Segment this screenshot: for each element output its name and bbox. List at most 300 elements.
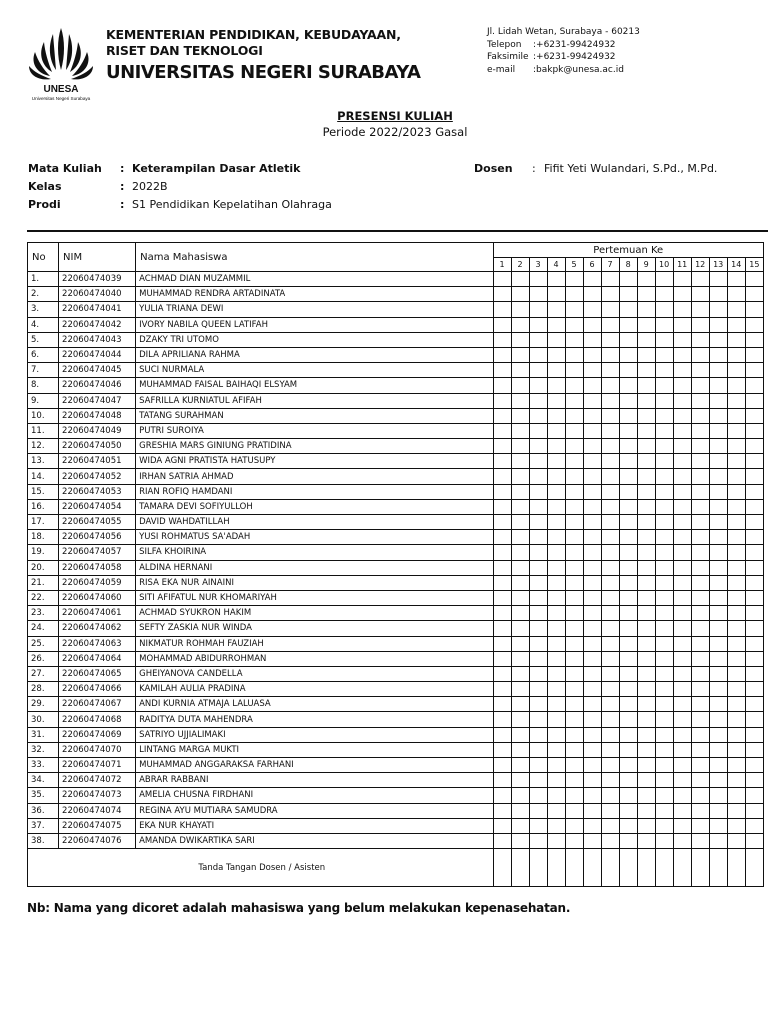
attendance-cell bbox=[511, 773, 529, 788]
attendance-cell bbox=[691, 590, 709, 605]
attendance-cell bbox=[547, 439, 565, 454]
address: Jl. Lidah Wetan, Surabaya - 60213 bbox=[487, 27, 640, 37]
row-nim: 22060474061 bbox=[59, 606, 136, 621]
attendance-cell bbox=[655, 651, 673, 666]
table-row bbox=[28, 378, 764, 393]
attendance-cell bbox=[745, 833, 763, 848]
attendance-cell bbox=[565, 287, 583, 302]
attendance-cell bbox=[565, 758, 583, 773]
attendance-cell bbox=[637, 423, 655, 438]
attendance-cell bbox=[583, 575, 601, 590]
attendance-cell bbox=[565, 742, 583, 757]
attendance-cell bbox=[529, 378, 547, 393]
attendance-cell bbox=[673, 727, 691, 742]
table-row bbox=[28, 666, 764, 681]
attendance-cell bbox=[583, 408, 601, 423]
attendance-cell bbox=[673, 590, 691, 605]
attendance-cell bbox=[529, 773, 547, 788]
attendance-cell bbox=[691, 682, 709, 697]
attendance-cell bbox=[691, 727, 709, 742]
table-row bbox=[28, 833, 764, 848]
attendance-cell bbox=[547, 742, 565, 757]
attendance-cell bbox=[601, 545, 619, 560]
attendance-cell bbox=[655, 758, 673, 773]
attendance-cell bbox=[727, 423, 745, 438]
attendance-cell bbox=[655, 773, 673, 788]
row-nama: MUHAMMAD FAISAL BAIHAQI ELSYAM bbox=[136, 378, 493, 393]
attendance-cell bbox=[547, 606, 565, 621]
row-nim: 22060474072 bbox=[59, 773, 136, 788]
attendance-cell bbox=[709, 727, 727, 742]
attendance-cell bbox=[655, 484, 673, 499]
attendance-cell bbox=[511, 590, 529, 605]
attendance-cell bbox=[565, 560, 583, 575]
attendance-cell bbox=[547, 590, 565, 605]
signature-row bbox=[28, 849, 764, 887]
attendance-cell bbox=[673, 545, 691, 560]
footnote: Nb: Nama yang dicoret adalah mahasiswa yang belum melakukan kepenasehatan. bbox=[27, 901, 571, 915]
row-nama: YULIA TRIANA DEWI bbox=[136, 302, 493, 317]
signature-cell bbox=[745, 849, 763, 887]
attendance-cell bbox=[547, 560, 565, 575]
signature-cell bbox=[691, 849, 709, 887]
row-no: 5. bbox=[28, 332, 59, 347]
attendance-cell bbox=[673, 423, 691, 438]
attendance-cell bbox=[619, 788, 637, 803]
header-no: No bbox=[28, 243, 59, 272]
row-nama: YUSI ROHMATUS SA'ADAH bbox=[136, 530, 493, 545]
attendance-cell bbox=[601, 317, 619, 332]
row-no: 33. bbox=[28, 758, 59, 773]
attendance-cell bbox=[655, 499, 673, 514]
attendance-cell bbox=[637, 682, 655, 697]
row-nim: 22060474075 bbox=[59, 818, 136, 833]
attendance-cell bbox=[709, 469, 727, 484]
attendance-cell bbox=[601, 773, 619, 788]
attendance-cell bbox=[673, 302, 691, 317]
signature-cell bbox=[709, 849, 727, 887]
attendance-cell bbox=[511, 818, 529, 833]
attendance-cell bbox=[691, 530, 709, 545]
attendance-cell bbox=[601, 712, 619, 727]
attendance-cell bbox=[655, 408, 673, 423]
meeting-number: 13 bbox=[709, 258, 727, 272]
header-nim: NIM bbox=[59, 243, 136, 272]
attendance-cell bbox=[745, 621, 763, 636]
attendance-cell bbox=[547, 515, 565, 530]
attendance-cell bbox=[637, 347, 655, 362]
signature-cell bbox=[619, 849, 637, 887]
attendance-cell bbox=[637, 469, 655, 484]
attendance-cell bbox=[727, 393, 745, 408]
row-nim: 22060474076 bbox=[59, 833, 136, 848]
attendance-cell bbox=[601, 833, 619, 848]
faksimile-value: :+6231-99424932 bbox=[533, 52, 616, 62]
attendance-cell bbox=[691, 560, 709, 575]
attendance-cell bbox=[655, 454, 673, 469]
attendance-cell bbox=[655, 347, 673, 362]
attendance-cell bbox=[745, 408, 763, 423]
row-no: 25. bbox=[28, 636, 59, 651]
attendance-cell bbox=[511, 515, 529, 530]
row-nim: 22060474054 bbox=[59, 499, 136, 514]
attendance-cell bbox=[637, 363, 655, 378]
attendance-cell bbox=[727, 682, 745, 697]
attendance-cell bbox=[691, 833, 709, 848]
attendance-cell bbox=[727, 363, 745, 378]
attendance-cell bbox=[493, 378, 511, 393]
attendance-cell bbox=[673, 742, 691, 757]
attendance-cell bbox=[637, 439, 655, 454]
attendance-cell bbox=[619, 439, 637, 454]
row-nama: EKA NUR KHAYATI bbox=[136, 818, 493, 833]
student-rows bbox=[28, 272, 764, 887]
attendance-cell bbox=[673, 636, 691, 651]
attendance-cell bbox=[493, 393, 511, 408]
attendance-cell bbox=[601, 606, 619, 621]
attendance-cell bbox=[709, 423, 727, 438]
table-row bbox=[28, 530, 764, 545]
attendance-cell bbox=[565, 788, 583, 803]
attendance-cell bbox=[745, 499, 763, 514]
row-nim: 22060474041 bbox=[59, 302, 136, 317]
row-nama: ALDINA HERNANI bbox=[136, 560, 493, 575]
attendance-cell bbox=[601, 439, 619, 454]
attendance-cell bbox=[583, 515, 601, 530]
attendance-cell bbox=[583, 530, 601, 545]
row-no: 28. bbox=[28, 682, 59, 697]
attendance-cell bbox=[565, 499, 583, 514]
attendance-cell bbox=[673, 758, 691, 773]
attendance-cell bbox=[709, 272, 727, 287]
attendance-cell bbox=[727, 378, 745, 393]
email-value: :bakpk@unesa.ac.id bbox=[533, 64, 624, 75]
attendance-cell bbox=[745, 423, 763, 438]
attendance-cell bbox=[583, 454, 601, 469]
row-no: 2. bbox=[28, 287, 59, 302]
attendance-cell bbox=[727, 788, 745, 803]
attendance-cell bbox=[493, 317, 511, 332]
ministry-line-1: KEMENTERIAN PENDIDIKAN, KEBUDAYAAN, bbox=[106, 27, 401, 42]
attendance-cell bbox=[691, 636, 709, 651]
meeting-number: 1 bbox=[493, 258, 511, 272]
attendance-cell bbox=[565, 651, 583, 666]
attendance-cell bbox=[529, 302, 547, 317]
attendance-cell bbox=[547, 636, 565, 651]
attendance-cell bbox=[583, 621, 601, 636]
attendance-cell bbox=[493, 272, 511, 287]
table-row bbox=[28, 636, 764, 651]
attendance-cell bbox=[727, 332, 745, 347]
attendance-cell bbox=[601, 530, 619, 545]
attendance-cell bbox=[511, 742, 529, 757]
attendance-cell bbox=[493, 682, 511, 697]
attendance-cell bbox=[637, 833, 655, 848]
attendance-cell bbox=[547, 469, 565, 484]
attendance-cell bbox=[637, 499, 655, 514]
attendance-cell bbox=[637, 727, 655, 742]
attendance-cell bbox=[727, 408, 745, 423]
attendance-cell bbox=[691, 408, 709, 423]
table-row bbox=[28, 332, 764, 347]
row-nim: 22060474056 bbox=[59, 530, 136, 545]
row-nim: 22060474043 bbox=[59, 332, 136, 347]
attendance-cell bbox=[493, 666, 511, 681]
separator: : bbox=[120, 198, 125, 211]
attendance-cell bbox=[745, 347, 763, 362]
attendance-cell bbox=[709, 818, 727, 833]
attendance-cell bbox=[565, 439, 583, 454]
attendance-cell bbox=[547, 499, 565, 514]
attendance-cell bbox=[619, 651, 637, 666]
row-no: 37. bbox=[28, 818, 59, 833]
attendance-cell bbox=[619, 287, 637, 302]
attendance-cell bbox=[583, 272, 601, 287]
attendance-cell bbox=[655, 742, 673, 757]
row-no: 10. bbox=[28, 408, 59, 423]
attendance-cell bbox=[529, 758, 547, 773]
row-nim: 22060474059 bbox=[59, 575, 136, 590]
attendance-cell bbox=[511, 484, 529, 499]
attendance-cell bbox=[673, 575, 691, 590]
table-row bbox=[28, 347, 764, 362]
attendance-cell bbox=[511, 788, 529, 803]
attendance-cell bbox=[565, 606, 583, 621]
attendance-cell bbox=[727, 697, 745, 712]
attendance-cell bbox=[637, 287, 655, 302]
attendance-cell bbox=[529, 393, 547, 408]
attendance-cell bbox=[547, 818, 565, 833]
table-row bbox=[28, 287, 764, 302]
attendance-cell bbox=[547, 621, 565, 636]
attendance-cell bbox=[529, 803, 547, 818]
attendance-cell bbox=[745, 272, 763, 287]
attendance-cell bbox=[709, 302, 727, 317]
attendance-cell bbox=[619, 515, 637, 530]
attendance-cell bbox=[655, 606, 673, 621]
attendance-cell bbox=[673, 606, 691, 621]
attendance-cell bbox=[673, 833, 691, 848]
attendance-cell bbox=[619, 302, 637, 317]
attendance-cell bbox=[691, 332, 709, 347]
attendance-cell bbox=[547, 575, 565, 590]
attendance-cell bbox=[637, 773, 655, 788]
signature-label: Tanda Tangan Dosen / Asisten bbox=[28, 849, 494, 887]
attendance-cell bbox=[493, 499, 511, 514]
table-row bbox=[28, 439, 764, 454]
signature-cell bbox=[727, 849, 745, 887]
attendance-cell bbox=[727, 833, 745, 848]
attendance-cell bbox=[691, 666, 709, 681]
row-nim: 22060474073 bbox=[59, 788, 136, 803]
header-nama: Nama Mahasiswa bbox=[136, 243, 493, 272]
row-no: 1. bbox=[28, 272, 59, 287]
attendance-cell bbox=[601, 287, 619, 302]
attendance-cell bbox=[727, 560, 745, 575]
attendance-cell bbox=[673, 515, 691, 530]
attendance-cell bbox=[727, 712, 745, 727]
attendance-cell bbox=[727, 773, 745, 788]
attendance-cell bbox=[673, 378, 691, 393]
attendance-cell bbox=[601, 515, 619, 530]
meeting-number: 4 bbox=[547, 258, 565, 272]
attendance-cell bbox=[583, 651, 601, 666]
attendance-cell bbox=[745, 363, 763, 378]
attendance-cell bbox=[745, 302, 763, 317]
faksimile-label: Faksimile bbox=[487, 52, 529, 62]
row-no: 8. bbox=[28, 378, 59, 393]
attendance-cell bbox=[691, 621, 709, 636]
table-row bbox=[28, 788, 764, 803]
attendance-cell bbox=[619, 697, 637, 712]
signature-cell bbox=[673, 849, 691, 887]
row-no: 38. bbox=[28, 833, 59, 848]
attendance-cell bbox=[655, 272, 673, 287]
meeting-number: 14 bbox=[727, 258, 745, 272]
separator: : bbox=[532, 162, 536, 175]
meeting-number: 8 bbox=[619, 258, 637, 272]
attendance-cell bbox=[529, 697, 547, 712]
row-nama: ACHMAD SYUKRON HAKIM bbox=[136, 606, 493, 621]
attendance-cell bbox=[745, 788, 763, 803]
table-row bbox=[28, 727, 764, 742]
row-no: 11. bbox=[28, 423, 59, 438]
row-nama: SAFRILLA KURNIATUL AFIFAH bbox=[136, 393, 493, 408]
attendance-cell bbox=[709, 575, 727, 590]
row-no: 6. bbox=[28, 347, 59, 362]
meeting-number: 15 bbox=[745, 258, 763, 272]
attendance-cell bbox=[745, 636, 763, 651]
attendance-cell bbox=[511, 272, 529, 287]
row-no: 16. bbox=[28, 499, 59, 514]
attendance-cell bbox=[583, 773, 601, 788]
attendance-cell bbox=[673, 788, 691, 803]
table-row bbox=[28, 758, 764, 773]
attendance-cell bbox=[511, 499, 529, 514]
attendance-cell bbox=[619, 606, 637, 621]
attendance-cell bbox=[709, 621, 727, 636]
attendance-cell bbox=[511, 560, 529, 575]
attendance-cell bbox=[601, 666, 619, 681]
table-row bbox=[28, 560, 764, 575]
attendance-cell bbox=[601, 636, 619, 651]
attendance-cell bbox=[673, 484, 691, 499]
attendance-cell bbox=[673, 454, 691, 469]
meeting-number: 6 bbox=[583, 258, 601, 272]
attendance-cell bbox=[655, 697, 673, 712]
table-row bbox=[28, 393, 764, 408]
row-no: 14. bbox=[28, 469, 59, 484]
attendance-cell bbox=[493, 408, 511, 423]
attendance-cell bbox=[727, 515, 745, 530]
attendance-cell bbox=[529, 530, 547, 545]
row-no: 32. bbox=[28, 742, 59, 757]
attendance-cell bbox=[529, 469, 547, 484]
row-nim: 22060474064 bbox=[59, 651, 136, 666]
row-no: 36. bbox=[28, 803, 59, 818]
attendance-cell bbox=[565, 454, 583, 469]
attendance-cell bbox=[673, 317, 691, 332]
attendance-cell bbox=[601, 393, 619, 408]
attendance-cell bbox=[529, 742, 547, 757]
attendance-cell bbox=[709, 454, 727, 469]
attendance-cell bbox=[637, 530, 655, 545]
attendance-cell bbox=[655, 393, 673, 408]
attendance-cell bbox=[691, 317, 709, 332]
attendance-cell bbox=[511, 423, 529, 438]
row-no: 19. bbox=[28, 545, 59, 560]
attendance-cell bbox=[655, 515, 673, 530]
attendance-cell bbox=[511, 347, 529, 362]
attendance-cell bbox=[619, 621, 637, 636]
attendance-cell bbox=[673, 272, 691, 287]
attendance-cell bbox=[637, 332, 655, 347]
attendance-cell bbox=[691, 742, 709, 757]
table-row bbox=[28, 302, 764, 317]
attendance-cell bbox=[565, 818, 583, 833]
attendance-cell bbox=[637, 742, 655, 757]
attendance-cell bbox=[529, 454, 547, 469]
attendance-cell bbox=[745, 773, 763, 788]
attendance-cell bbox=[727, 530, 745, 545]
attendance-cell bbox=[709, 287, 727, 302]
row-no: 29. bbox=[28, 697, 59, 712]
attendance-cell bbox=[619, 636, 637, 651]
attendance-cell bbox=[547, 454, 565, 469]
attendance-cell bbox=[529, 606, 547, 621]
attendance-cell bbox=[511, 666, 529, 681]
attendance-cell bbox=[745, 651, 763, 666]
attendance-cell bbox=[583, 712, 601, 727]
signature-cell bbox=[493, 849, 511, 887]
attendance-cell bbox=[709, 803, 727, 818]
table-row bbox=[28, 469, 764, 484]
attendance-cell bbox=[601, 575, 619, 590]
row-nama: SUCI NURMALA bbox=[136, 363, 493, 378]
table-row bbox=[28, 363, 764, 378]
attendance-cell bbox=[493, 439, 511, 454]
divider bbox=[27, 230, 768, 232]
attendance-cell bbox=[673, 712, 691, 727]
row-nama: WIDA AGNI PRATISTA HATUSUPY bbox=[136, 454, 493, 469]
attendance-cell bbox=[619, 833, 637, 848]
attendance-cell bbox=[745, 697, 763, 712]
attendance-cell bbox=[745, 575, 763, 590]
attendance-cell bbox=[619, 317, 637, 332]
attendance-cell bbox=[655, 575, 673, 590]
attendance-cell bbox=[619, 347, 637, 362]
attendance-cell bbox=[709, 666, 727, 681]
attendance-cell bbox=[601, 347, 619, 362]
attendance-cell bbox=[727, 469, 745, 484]
attendance-cell bbox=[511, 545, 529, 560]
attendance-cell bbox=[637, 621, 655, 636]
attendance-cell bbox=[637, 712, 655, 727]
attendance-cell bbox=[493, 287, 511, 302]
attendance-cell bbox=[565, 393, 583, 408]
attendance-cell bbox=[619, 423, 637, 438]
attendance-cell bbox=[727, 742, 745, 757]
attendance-cell bbox=[511, 606, 529, 621]
attendance-cell bbox=[655, 682, 673, 697]
attendance-cell bbox=[547, 530, 565, 545]
row-nama: MUHAMMAD ANGGARAKSA FARHANI bbox=[136, 758, 493, 773]
attendance-cell bbox=[583, 393, 601, 408]
signature-cell bbox=[601, 849, 619, 887]
attendance-cell bbox=[565, 317, 583, 332]
attendance-cell bbox=[511, 575, 529, 590]
dosen-value: Fifit Yeti Wulandari, S.Pd., M.Pd. bbox=[544, 162, 718, 175]
